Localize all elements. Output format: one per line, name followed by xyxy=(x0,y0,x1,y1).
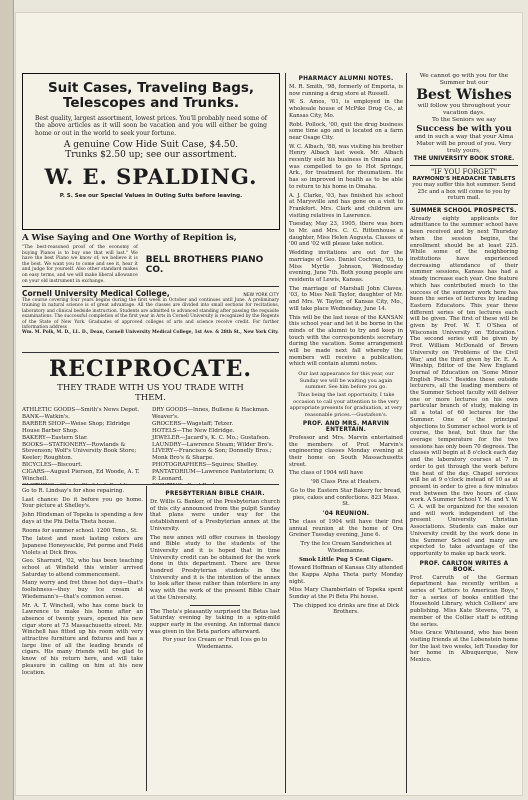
ad-body: Best quality, largest assortment, lowest prices. You'll probably need some of the above articles as it will soon be vacation and you will either be going home or out in the world to seek your fortune. xyxy=(35,115,267,137)
alumni-note: A. J. Clarke, '03, has finished his school at Marysville and has gone on a visit to Frankfort. Mrs. Clark and children are visiting relatives in Lawrence. xyxy=(289,192,403,219)
ad-address: Wm. M. Polk, M. D., LL. D., Dean, Cornell University Medical College, 1st Ave. & 28th St., New York City. xyxy=(22,330,279,336)
ad-location: NEW YORK CITY xyxy=(243,293,279,298)
article-paragraph: The new annex will offer courses in theology and Bible study to the students of the University and it is hoped that in time University credit can be obtained for the work done in this department. There are three hundred Presbyterian students in the University and it is the intention of the annex to look after these rather than interfere in any way with the work of the present Bible Chair at the University. xyxy=(150,534,280,601)
ad-line: The chipped ice drinks are fine at Dick Brothers. xyxy=(292,602,400,616)
article-headline: PROF. CARLTON WRITES A BOOK. xyxy=(419,560,509,573)
divider xyxy=(410,165,518,166)
article-headline: PHARMACY ALUMNI NOTES. xyxy=(298,76,394,82)
alumni-note: This will be the last issue of the KANSAN this school year and let it be borne in the minds of the alumni to try and keep in touch with the correspondents secretary during the vacation. Some arrangement will be made next fall whereby the members will receive a publication, which will contain alumni notes. xyxy=(289,314,403,368)
directory-title: RECIPROCATE. xyxy=(48,356,253,382)
bookstore-intro: We cannot go with you for the Summer but our xyxy=(419,73,509,86)
article-headline: '04 REUNION. xyxy=(322,511,370,517)
alumni-notes xyxy=(289,84,403,368)
directory-entry: LIVERY—Francisco & Son; Donnelly Bros.; Monk Bro's & Sharpe. xyxy=(152,448,272,462)
article-paragraph: Professor and Mrs. Marvin entertained the members of Prof. Marvin's engineering classes Monday evening at their home on South Massachusetts street. xyxy=(289,434,403,468)
ad-offer: Trunks $2.50 up; see our assortment. xyxy=(65,150,237,161)
article-paragraph: Dr. Willis G. Banker, of the Presbyterian church of this city announced from the pulpit Sunday that plans were under way for the establishment of a Presbyterian annex at the University. xyxy=(150,499,280,532)
raymond-ad: "IF YOU FORGET" xyxy=(430,168,497,176)
alumni-note: Tuesday, May 23, 1905, there was born to Mr. and Mrs. C. C. Rittenhouse a daughter, Miss Helen Augusta. Classes of '00 and '02 will please take notice. xyxy=(289,221,403,248)
directory-left-column xyxy=(22,407,148,484)
ad-line: Smok Little Pug 5 Cent Cigare. xyxy=(299,556,393,563)
news-item: Geo. Sharrard, '02, who has been teaching school at Winfield this winter arrived Saturday to attend commencement. xyxy=(22,558,143,578)
bookstore-name: THE UNIVERSITY BOOK STORE. xyxy=(413,156,515,162)
article-paragraph: Prof. Carruth of the German department has recently written a series of "Letters to American Boys," for a series of books entitled the Household Library, which Colliers' are publishing. Miss Kate Stevens, '75, a member of the Collier staff is editing the series. xyxy=(410,574,518,628)
column-rule xyxy=(285,73,286,793)
divider xyxy=(22,286,279,287)
ad-offer: A genuine Cow Hide Suit Case, $4.50. xyxy=(63,140,239,151)
directory-entry: PANTATORIUM—Lawrence Pantatorium; O. P. Leonard. xyxy=(152,469,275,483)
alumni-note: Wedding invitations are out for the marriage of Geo. Daniel Cochran, '03, to Miss Myrtle Johnson, Wednesday evening, June 7th. Both young people are residents of Lewis, Kansas. xyxy=(289,250,403,283)
article-paragraph: For your Ice Cream or Fruit Ices go to Wiedemanns. xyxy=(162,637,268,651)
directory-entry: DRY GOODS—Innes, Bullene & Hackman. Weaver's. xyxy=(152,407,270,420)
bookstore-text: To the Seniors we say xyxy=(431,117,497,123)
reciprocate-directory xyxy=(22,356,279,484)
article-paragraph: The class of 1904 will have their first annual reunion at the home of Ora Greiner Tuesday evening, June 6. xyxy=(289,519,403,539)
page-fold-shadow xyxy=(0,0,14,800)
divider xyxy=(190,605,240,606)
article-paragraph: Miss Grace Whitesand, who has been visiting friends at the Lobenstein home for the last two weeks, left Tuesday for her home in Albuquerque, New Mexico. xyxy=(410,630,518,664)
column-rule xyxy=(406,73,407,793)
directory-entry: ATHLETIC GOODS—Smith's News Depot. xyxy=(22,407,140,413)
news-item: Go to R. Lindsay's for shoe repairing. xyxy=(22,488,125,494)
article-paragraph: Already eighty applicants for admittance to the summer school have been received and by next Thursday when the session begins, the enrollment should be at least 225. While some of the neighboring institutions have experienced decreasing attendance of their summer sessions, Kansas has had a steady increase each year. One feature which has contributed much to the success of the summer work here has been the series of lectures by leading Eastern Educators. This year three different series of ten lectures each will be given. The first of these will be given by Prof. W. T. O'Shea of Wisconsin University on 'Education.' The second series will be given by Prof. William McDonald of Brown University on 'Problems of the Civil War,' and the third given by Dr. E. A. Winship, Editor of the New England Journal of Education on 'Some Minor English Poets.' Besides these outside lecturers, all the leading members of the Summer School faculty will deliver one or more lectures on his own particular branch of study, making in all a total of 60 lectures for the Summer. One of the principal objections to Summer school work is of course, the heat, but thus far the average temperature for the two sessions has only been 70 degrees. The classes will begin at 8 o'clock each day and the laboratory courses at 7 in order to get through the work before the heat of the day. Chapel services will be at 9 o'clock instead of 10 as at present in order to give a few minutes rest between the two hours of class work. A Summer School Y. M. and Y. W. C. A. will be organized for the session and will work independent of the present University Christian Associations. Students can make our University credit by the work done in the Summer School and many are expected to take advantage of the opportunity to make up back work. xyxy=(410,215,518,557)
ad-headline: Suit Cases, Traveling Bags, xyxy=(47,80,255,96)
divider xyxy=(22,352,279,353)
alumni-note: Robt. Pollock, '00, quit the drug business some time ago and is located on a farm near Osage City. xyxy=(289,121,403,141)
ad-postscript: P. S. See our Special Values in Outing Suits before leaving. xyxy=(59,193,243,200)
ad-line: '98 Class Pins at Heaters. xyxy=(310,479,382,486)
ad-headline: Cornell University Medical College, xyxy=(22,289,170,298)
alumni-note: The marriage of Marshall John Claves, '03, to Miss Nell Taylor, daughter of Mr. and Mrs. W. Taylor, of Kansas City, Mo., will take place Wednesday, June 14. xyxy=(289,285,403,312)
directory-right-column xyxy=(152,407,278,484)
bookstore-best-wishes: Best Wishes xyxy=(416,87,512,103)
directory-subtitle: THEY TRADE WITH US YOU TRADE WITH THEM. xyxy=(57,383,244,403)
news-item: John Hindsman of Topeka is spending a few days at the Phi Delta Theta house. xyxy=(22,512,143,525)
ad-bell-brothers xyxy=(22,233,279,285)
right-column xyxy=(410,73,518,793)
bookstore-success: Success be with you xyxy=(416,124,512,134)
article-headline: PROF. AND MRS. MARVIN ENTERTAIN. xyxy=(302,420,390,433)
local-news-column xyxy=(22,488,143,793)
notice: Our last appearance for this year, our Sunday we will be waiting you again summer. See him before you go. xyxy=(298,371,394,390)
divider xyxy=(410,204,518,205)
pharmacy-column xyxy=(289,73,403,793)
newspaper-page xyxy=(16,13,522,795)
bookstore-text: will follow you throughout your vacation days. xyxy=(417,103,511,116)
news-item: Mr. A. T. Winchell, who has come back to Lawrence to make his home after an absence of twenty years, opened his new cigar store at 73 Massachusetts street. Mr. Winchell has fitted up his room with very attractive furniture and fixtures and has a large line of all the leading brands of cigars. His many friends will be glad to know of his return here, and will take pleasure in calling on him at his new location. xyxy=(22,602,143,676)
article-paragraph: The Theta's pleasantly surprised the Betas last Saturday evening by taking in a spin-mild supper early in the evening. An informal dance was given in the Beta parlors afterward. xyxy=(150,608,280,635)
ad-brand-name: BELL BROTHERS PIANO CO. xyxy=(145,254,264,275)
raymond-ad: you may suffer this hot summer. Send 25c and a box will come to you by return mail. xyxy=(412,182,516,202)
article-bible-chair xyxy=(150,488,280,793)
ad-headline: A Wise Saying and One Worthy of Repition is, xyxy=(22,233,237,243)
directory-entry: PHOTOGRAPHERS—Squires; Shelley. xyxy=(152,462,258,469)
directory-entry: BAKERY—Eastern Star. xyxy=(22,434,88,441)
article-paragraph: Miss Mary Chamberlain of Topeka spent Sunday at the Pi Beta Phi house. xyxy=(289,587,403,601)
ad-cornell-medical xyxy=(22,289,279,351)
directory-entry: BARBER SHOP—Weise Shop; Eldridge House Barber Shop. xyxy=(22,420,131,434)
alumni-note: W. S. Amos, '01, is employed in the wholesale house of McPike Drug Co., at Kansas City, Mo. xyxy=(289,99,403,119)
alumni-note: M. R. Smith, '98, formerly of Emporia, is now running a drug store at Russell. xyxy=(289,84,403,97)
article-paragraph: Howard Hoffman of Kansas City attended the Kappa Alpha Theta party Monday night. xyxy=(289,565,403,585)
article-paragraph: The class of 1904 will have xyxy=(289,470,363,477)
column-rule xyxy=(146,486,147,791)
directory-entry: BANK—Watkin's. xyxy=(22,413,70,420)
directory-entry: CIGARS—August Pierson, Ed Woode, A. T. Winchell. xyxy=(22,469,140,483)
ad-body: The course covering four years begins during the first week in October and continues until June. A preliminary training in natural science is of great advantage. All the classes are divided into small sections for recitations, laboratory and clinical bedside instruction. Students are admitted to advanced standing after passing the requisite examinations. The successful completion of the first year in Arts in Cornell University is recognized by the Regents of the State of New York. Graduates of approved colleges of arts and science receive credit. For further information address xyxy=(22,298,279,331)
ad-line: Go to the Eastern Star Bakery for bread, pies, cakes and confections. 823 Mass. St. xyxy=(290,487,402,508)
alumni-note: W. C. Albach, '88, was visiting his brother Henry Albach last week. Mr. Albach recently sold his business in Omaha and was compelled to go to Hot Springs, Ark., for treatment for rheumatism. He has so improved in health as to be able to return to his home in Omaha. xyxy=(289,143,403,190)
article-headline: SUMMER SCHOOL PROSPECTS. xyxy=(411,207,517,214)
news-item: Last chance: Do it before you go home. Your picture at Shelley's. xyxy=(22,496,143,510)
directory-entry: JEWELER—Jacard's, K. C. Mo.; Gustafson. xyxy=(152,434,271,441)
bookstore-text: and in such a way that your Alma Mater will be proud of you. Very truly yours, xyxy=(414,134,514,154)
ad-headline: Telescopes and Trunks. xyxy=(62,95,240,111)
directory-entry: GROCERS—Wagstaff; Tetzer. xyxy=(152,420,234,427)
directory-entry: BOOKS—STATIONERY—Rowlands & Stevenson; Wolf's University Book Store; Keeler; Roughton. xyxy=(22,441,137,462)
raymond-ad: RAYMOND'S HEADACHE TABLETS xyxy=(412,176,516,182)
ad-spalding xyxy=(22,73,280,230)
news-item: Many worry and fret these hot days—that's foolishness—they buy Ice cream at Wiedemann's—that's common sense. xyxy=(22,580,143,600)
divider xyxy=(22,484,279,485)
notice: Thus being the last opportunity, I take occasion to call your attention to the very appropriate presents for graduation, at very reasonable prices.—Gustafson's. xyxy=(289,392,403,418)
directory-entry: BICYCLES—Biscourt. xyxy=(22,462,83,469)
news-item: The latest and most lasting colors are Japanese Honeysuckle, Pet perme and Field Violets at Dick Bros. xyxy=(22,536,143,556)
news-item: Rooms for summer school. 1200 Tenn., St. xyxy=(22,527,138,534)
ad-body: "The best-reasoned proof of the economy of buying Pianos is to buy one that will last." We have the best Piano we know of; we believe it is the best. We want you to come and see it, hear it and judge for yourself. Also other standard makes on easy terms, and we will make liberal allowance on your old instrument in exchange. xyxy=(22,245,138,284)
ad-brand-name: W. E. SPALDING. xyxy=(44,164,258,190)
ad-line: Try the Ice Cream Sandwiches at Wiedemanns. xyxy=(300,541,392,554)
directory-entry: HOTELS—The New Eldridge. xyxy=(152,427,235,434)
article-headline: PRESBYTERIAN BIBLE CHAIR. xyxy=(165,491,265,497)
directory-entry: LAUNDRY—Lawrence Steam; Wilder Bro's. xyxy=(152,441,274,448)
